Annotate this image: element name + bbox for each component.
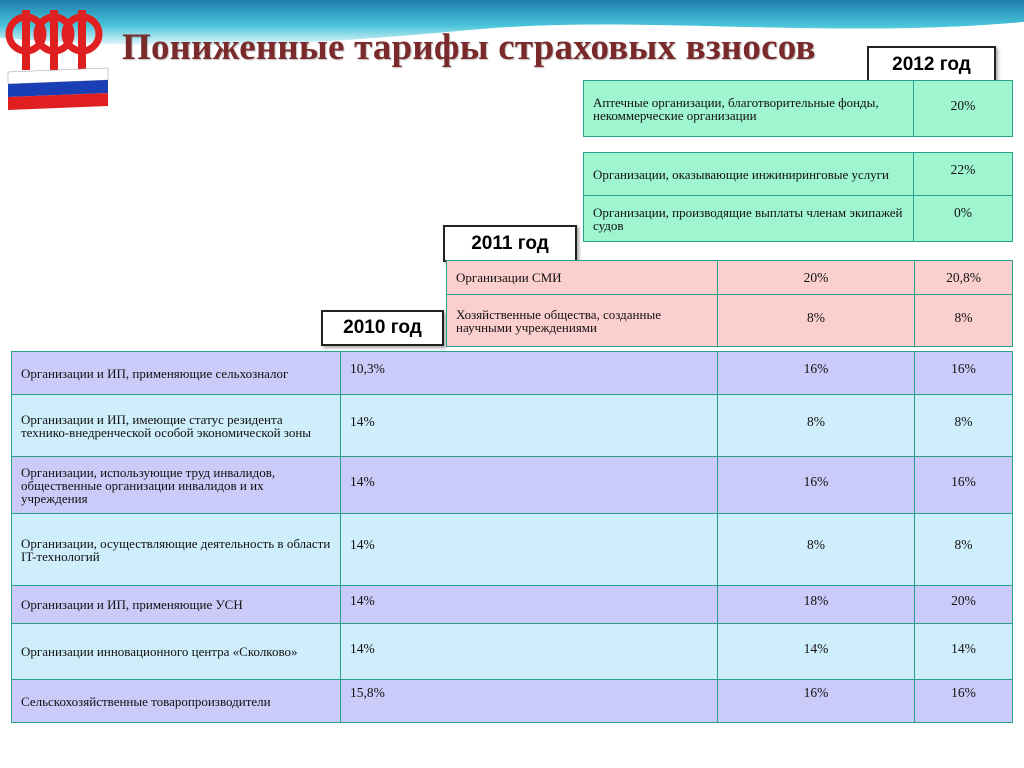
- table-row: [12, 395, 1013, 457]
- table-row: [12, 680, 1013, 723]
- rate-2010: 14%: [341, 395, 718, 457]
- rate-2011: 8%: [718, 295, 915, 347]
- rate-2012: 8%: [915, 514, 1013, 586]
- rate-2011: 16%: [718, 680, 915, 723]
- row-label: Организации и ИП, имеющие статус резидента технико-внедренческой особой экономической зоны: [12, 395, 341, 457]
- table-row: [12, 586, 1013, 624]
- rate-2011: 8%: [718, 514, 915, 586]
- rate-2012: 14%: [915, 624, 1013, 680]
- rate-2012: 20%: [914, 81, 1013, 137]
- rate-2012: 8%: [915, 395, 1013, 457]
- table-row: [447, 261, 1013, 295]
- pfr-logo: [0, 0, 112, 112]
- page-title: Пониженные тарифы страховых взносов: [122, 27, 816, 68]
- year-label-2011: 2011 год: [443, 225, 577, 262]
- rate-2011: 16%: [718, 352, 915, 395]
- row-label: Организации, производящие выплаты членам экипажей судов: [584, 196, 914, 242]
- row-label: Организации СМИ: [447, 261, 718, 295]
- rate-2012: 20%: [915, 586, 1013, 624]
- rate-2011: 20%: [718, 261, 915, 295]
- table-row: [12, 352, 1013, 395]
- table-2011: [446, 260, 1013, 347]
- table-row: [447, 295, 1013, 347]
- row-label: Организации и ИП, применяющие сельхозналог: [12, 352, 341, 395]
- table-2012-nonprofit: [583, 80, 1013, 137]
- table-row: [12, 514, 1013, 586]
- rate-2012: 8%: [915, 295, 1013, 347]
- table-2012-other: [583, 152, 1013, 242]
- row-label: Организации, осуществляющие деятельность в области IT-технологий: [12, 514, 341, 586]
- rate-2010: 15,8%: [341, 680, 718, 723]
- year-label-2010: 2010 год: [321, 310, 444, 346]
- table-row: [584, 81, 1013, 137]
- row-label: Организации, оказывающие инжиниринговые услуги: [584, 153, 914, 196]
- row-label: Организации и ИП, применяющие УСН: [12, 586, 341, 624]
- row-label: Аптечные организации, благотворительные фонды, некоммерческие организации: [584, 81, 914, 137]
- rate-2010: 14%: [341, 457, 718, 514]
- rate-2012: 16%: [915, 680, 1013, 723]
- rate-2010: 14%: [341, 514, 718, 586]
- table-row: [12, 624, 1013, 680]
- table-row: [12, 457, 1013, 514]
- rate-2012: 20,8%: [915, 261, 1013, 295]
- rate-2010: 10,3%: [341, 352, 718, 395]
- rate-2011: 8%: [718, 395, 915, 457]
- rate-2011: 16%: [718, 457, 915, 514]
- year-label-2012: 2012 год: [867, 46, 996, 83]
- table-main: [11, 351, 1013, 723]
- rate-2012: 16%: [915, 457, 1013, 514]
- row-label: Сельскохозяйственные товаропроизводители: [12, 680, 341, 723]
- rate-2010: 14%: [341, 624, 718, 680]
- rate-2011: 14%: [718, 624, 915, 680]
- russian-flag-icon: [8, 68, 108, 110]
- rate-2012: 16%: [915, 352, 1013, 395]
- rate-2011: 18%: [718, 586, 915, 624]
- row-label: Организации, использующие труд инвалидов, общественные организации инвалидов и их учреждения: [12, 457, 341, 514]
- row-label: Хозяйственные общества, созданные научными учреждениями: [447, 295, 718, 347]
- rate-2010: 14%: [341, 586, 718, 624]
- table-row: [584, 153, 1013, 196]
- rate-2012: 0%: [914, 196, 1013, 242]
- row-label: Организации инновационного центра «Сколково»: [12, 624, 341, 680]
- rate-2012: 22%: [914, 153, 1013, 196]
- table-row: [584, 196, 1013, 242]
